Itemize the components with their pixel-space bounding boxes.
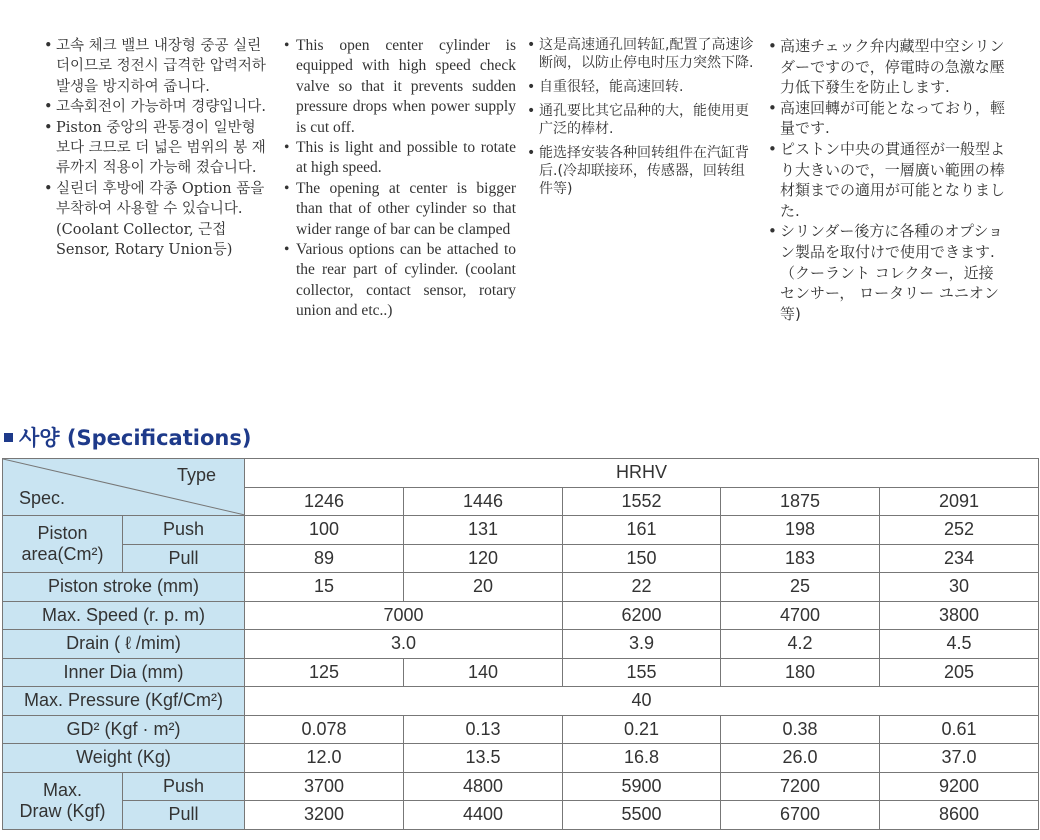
- push-label: Push: [123, 772, 245, 801]
- table-cell: 252: [880, 516, 1039, 545]
- intro-japanese-item: • 高速チェック弁内藏型中空シリンダーですので，停電時の急激な壓力低下發生を防止します.: [768, 36, 1008, 98]
- stroke-label: Piston stroke (mm): [3, 573, 245, 602]
- table-cell: 6700: [721, 801, 880, 830]
- table-cell: 0.21: [563, 715, 721, 744]
- table-cell: 22: [563, 573, 721, 602]
- table-cell: 4700: [721, 601, 880, 630]
- intro-chinese-item: • 这是高速通孔回转缸,配置了高速诊断阀，以防止停电时压力突然下降.: [527, 36, 757, 72]
- table-row: [3, 801, 1039, 830]
- model-column-header: 2091: [880, 487, 1039, 516]
- table-cell: 12.0: [245, 744, 404, 773]
- table-cell: 234: [880, 544, 1039, 573]
- model-header: HRHV: [245, 459, 1039, 488]
- table-cell: 8600: [880, 801, 1039, 830]
- table-cell: 9200: [880, 772, 1039, 801]
- intro-chinese-column: [527, 36, 757, 204]
- table-row: [3, 573, 1039, 602]
- drain-label: Drain ( ℓ /mim): [3, 630, 245, 659]
- spec-table: [2, 458, 1039, 830]
- table-corner-header: [3, 459, 245, 516]
- table-cell: 150: [563, 544, 721, 573]
- square-bullet-icon: [4, 433, 13, 442]
- table-cell: 4400: [404, 801, 563, 830]
- table-cell: 4800: [404, 772, 563, 801]
- table-cell: 4.2: [721, 630, 880, 659]
- intro-chinese-item: • 通孔要比其它品种的大，能使用更广泛的棒材.: [527, 102, 757, 138]
- intro-chinese-item: • 能选择安装各种回转组件在汽缸背后.(冷却联接环，传感器，回转组件等): [527, 144, 757, 198]
- table-cell: 13.5: [404, 744, 563, 773]
- draw-label-line1: Max.: [42, 779, 82, 800]
- speed-label: Max. Speed (r. p. m): [3, 601, 245, 630]
- gd-label: GD² (Kgf · m²): [3, 715, 245, 744]
- table-cell: 25: [721, 573, 880, 602]
- draw-label-line2: Draw (Kgf): [19, 800, 106, 821]
- draw-label: [3, 772, 123, 829]
- table-cell: 161: [563, 516, 721, 545]
- table-cell: 131: [404, 516, 563, 545]
- intro-korean-item: • 고속 체크 밸브 내장형 중공 실린더이므로 정전시 급격한 압력저하 발생을 방지하여 줍니다.: [44, 36, 269, 97]
- model-column-header: 1875: [721, 487, 880, 516]
- table-cell: 6200: [563, 601, 721, 630]
- table-cell: 0.078: [245, 715, 404, 744]
- intro-japanese-item: • 高速回轉が可能となっており，輕量です.: [768, 98, 1008, 139]
- intro-korean-item: • Piston 중앙의 관통경이 일반형보다 크므로 더 넓은 범위의 봉 재류까지 적용이 가능해 졌습니다.: [44, 118, 269, 179]
- pressure-label: Max. Pressure (Kgf/Cm²): [3, 687, 245, 716]
- intro-chinese-item: • 自重很轻，能高速回转.: [527, 78, 757, 96]
- weight-label: Weight (Kg): [3, 744, 245, 773]
- table-cell: 155: [563, 658, 721, 687]
- table-row: [3, 516, 1039, 545]
- model-column-header: 1552: [563, 487, 721, 516]
- table-cell: 26.0: [721, 744, 880, 773]
- push-label: Push: [123, 516, 245, 545]
- intro-english-column: [284, 36, 516, 322]
- inner-dia-label: Inner Dia (mm): [3, 658, 245, 687]
- table-cell: 89: [245, 544, 404, 573]
- table-cell: 100: [245, 516, 404, 545]
- table-cell: 183: [721, 544, 880, 573]
- intro-korean-item: • 실린더 후방에 각종 Option 품을 부착하여 사용할 수 있습니다.(Coolant Collector, 근접 Sensor, Rotary Union등): [44, 179, 269, 261]
- spec-heading-text: 사양 (Specifications): [19, 426, 252, 450]
- table-cell: 40: [245, 687, 1039, 716]
- intro-english-item: • The opening at center is bigger than that of other cylinder so that wider range of bar can be clamped: [284, 179, 516, 240]
- table-row: [3, 544, 1039, 573]
- intro-english-item: • Various options can be attached to the rear part of cylinder. (coolant collector, contact sensor, rotary union and etc..): [284, 240, 516, 322]
- table-row: [3, 687, 1039, 716]
- table-cell: 20: [404, 573, 563, 602]
- intro-japanese-item: • シリンダー後方に各種のオプション製品を取付けで使用できます.（クーラント コレクター，近接センサー， ロータリー ユニオン等): [768, 221, 1008, 324]
- table-row: [3, 601, 1039, 630]
- piston-area-label: Piston area(Cm²): [3, 516, 123, 573]
- intro-english-item: • This open center cylinder is equipped with high speed check valve so that it prevents sudden pressure drops when power supply is cut off.: [284, 36, 516, 138]
- table-row: [3, 630, 1039, 659]
- corner-spec-label: Spec.: [19, 488, 66, 508]
- intro-english-item: • This is light and possible to rotate at high speed.: [284, 138, 516, 179]
- table-cell: 120: [404, 544, 563, 573]
- table-cell: 140: [404, 658, 563, 687]
- table-cell: 0.61: [880, 715, 1039, 744]
- table-cell: 198: [721, 516, 880, 545]
- table-cell: 0.38: [721, 715, 880, 744]
- model-column-header: 1446: [404, 487, 563, 516]
- intro-korean-item: • 고속회전이 가능하며 경량입니다.: [44, 97, 269, 117]
- table-cell: 125: [245, 658, 404, 687]
- table-cell: 30: [880, 573, 1039, 602]
- table-cell: 205: [880, 658, 1039, 687]
- table-cell: 37.0: [880, 744, 1039, 773]
- pull-label: Pull: [123, 544, 245, 573]
- table-row: [3, 658, 1039, 687]
- table-row: [3, 744, 1039, 773]
- table-row: [3, 715, 1039, 744]
- table-cell: 5500: [563, 801, 721, 830]
- model-column-header: 1246: [245, 487, 404, 516]
- spec-heading: [4, 422, 251, 452]
- table-cell: 3200: [245, 801, 404, 830]
- intro-korean-column: [44, 36, 269, 260]
- table-cell: 7000: [245, 601, 563, 630]
- table-cell: 180: [721, 658, 880, 687]
- table-cell: 15: [245, 573, 404, 602]
- table-cell: 3.0: [245, 630, 563, 659]
- intro-japanese-item: • ピストン中央の貫通徑が一般型より大きいので，一層廣い範囲の棒材類までの適用が可能となりました.: [768, 139, 1008, 221]
- corner-type-label: Type: [176, 465, 216, 485]
- table-cell: 3700: [245, 772, 404, 801]
- table-cell: 3.9: [563, 630, 721, 659]
- table-cell: 16.8: [563, 744, 721, 773]
- pull-label: Pull: [123, 801, 245, 830]
- table-cell: 3800: [880, 601, 1039, 630]
- intro-japanese-column: [768, 36, 1008, 324]
- table-row: [3, 772, 1039, 801]
- table-cell: 7200: [721, 772, 880, 801]
- table-cell: 5900: [563, 772, 721, 801]
- table-cell: 4.5: [880, 630, 1039, 659]
- table-cell: 0.13: [404, 715, 563, 744]
